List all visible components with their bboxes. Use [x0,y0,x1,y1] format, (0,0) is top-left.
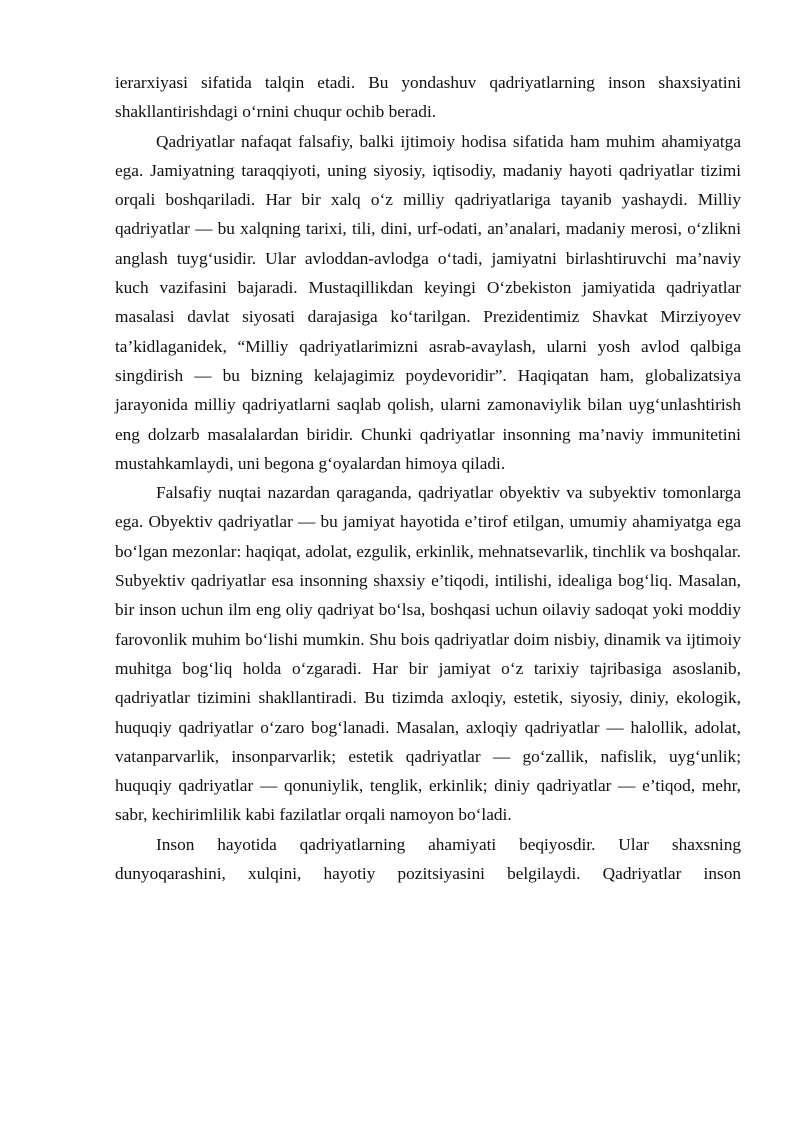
paragraph-continuation: ierarxiyasi sifatida talqin etadi. Bu yondashuv qadriyatlarning inson shaxsiyatini shakllantirishdagi o‘rnini chuqur ochib beradi. [115,73,741,122]
document-page [115,68,741,888]
paragraph-philosophical-view: Falsafiy nuqtai nazardan qaraganda, qadriyatlar obyektiv va subyektiv tomonlarga ega. Obyektiv qadriyatlar — bu jamiyat hayotida e’tirof etilgan, umumiy ahamiyatga ega bo‘lgan mezonlar: haqiqat, adolat, ezgulik, erkinlik, mehnatsevarlik, tinchlik va boshqalar. Subyektiv qadriyatlar esa insonning shaxsiy e’tiqodi, intilishi, idealiga bog‘liq. Masalan, bir inson uchun ilm eng oliy qadriyat bo‘lsa, boshqasi uchun oilaviy sadoqat yoki moddiy farovonlik muhim bo‘lishi mumkin. Shu bois qadriyatlar doim nisbiy, dinamik va ijtimoiy muhitga bog‘liq holda o‘zgaradi. Har bir jamiyat o‘z tarixiy tajribasiga asoslanib, qadriyatlar tizimini shakllantiradi. Bu tizimda axloqiy, estetik, siyosiy, diniy, ekologik, huquqiy qadriyatlar o‘zaro bog‘lanadi. Masalan, axloqiy qadriyatlar — halollik, adolat, vatanparvarlik, insonparvarlik; estetik qadriyatlar — go‘zallik, nafislik, uyg‘unlik; huquqiy qadriyatlar — qonuniylik, tenglik, erkinlik; diniy qadriyatlar — e’tiqod, mehr, sabr, kechirimlilik kabi fazilatlar orqali namoyon bo‘ladi. [115,483,741,825]
paragraph-social-values: Qadriyatlar nafaqat falsafiy, balki ijtimoiy hodisa sifatida ham muhim ahamiyatga ega. Jamiyatning taraqqiyoti, uning siyosiy, iqtisodiy, madaniy hayoti qadriyatlar tizimi orqali boshqariladi. Har bir xalq o‘z milliy qadriyatlariga tayanib yashaydi. Milliy qadriyatlar — bu xalqning tarixi, tili, dini, urf-odati, an’analari, madaniy merosi, o‘zlikni anglash tuyg‘usidir. Ular avloddan-avlodga o‘tadi, jamiyatni birlashtiruvchi ma’naviy kuch vazifasini bajaradi. Mustaqillikdan keyingi O‘zbekiston jamiyatida qadriyatlar masalasi davlat siyosati darajasiga ko‘tarilgan. Prezidentimiz Shavkat Mirziyoyev ta’kidlaganidek, “Milliy qadriyatlarimizni asrab-avaylash, ularni yosh avlod qalbiga singdirish — bu bizning kelajagimiz poydevoridir”. Haqiqatan ham, globalizatsiya jarayonida milliy qadriyatlarni saqlab qolish, ularni zamonaviylik bilan uyg‘unlashtirish eng dolzarb masalalardan biridir. Chunki qadriyatlar insonning ma’naviy immunitetini mustahkamlaydi, uni begona g‘oyalardan himoya qiladi. [115,131,741,473]
paragraph-human-life: Inson hayotida qadriyatlarning ahamiyati beqiyosdir. Ular shaxsning dunyoqarashini, xulqini, hayotiy pozitsiyasini belgilaydi. Qadriyatlar inson [115,834,741,884]
